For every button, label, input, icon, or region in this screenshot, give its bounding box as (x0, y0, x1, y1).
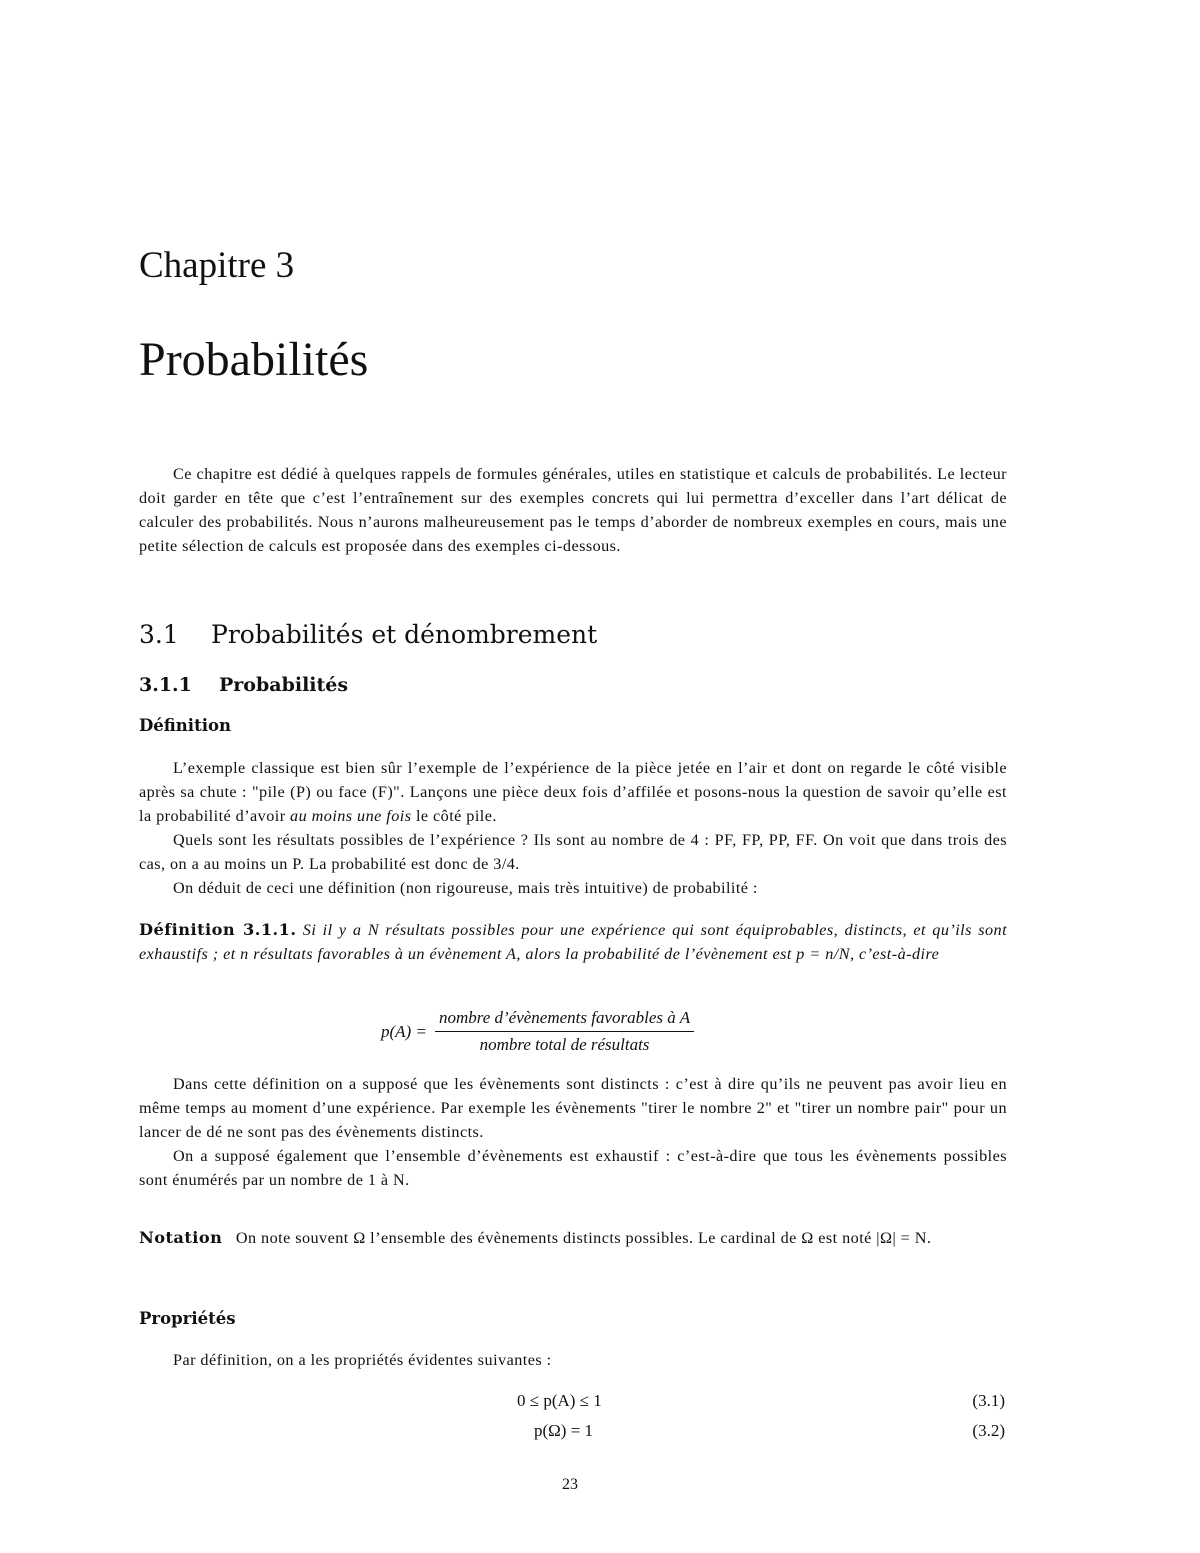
section-heading (139, 620, 597, 649)
paragraph-text: L’exemple classique est bien sûr l’exemple de l’expérience de la pièce jetée en l’air et dont on regarde le côté visible après sa chute : "pile (P) ou face (F)". Lançons une pièce deux fois d’affilée et posons-nous la question de savoir qu’elle est la probabilité d’avoir (139, 759, 1007, 825)
formula-fraction (435, 1008, 694, 1055)
distinct-events-block (139, 1072, 1007, 1192)
page-number: 23 (562, 1476, 578, 1493)
definition-statement (139, 918, 1007, 966)
notation-block (139, 1226, 1007, 1250)
equation-row (139, 1391, 1007, 1417)
definition-box (139, 918, 1007, 966)
paragraph-outcomes: Quels sont les résultats possibles de l’expérience ? Ils sont au nombre de 4 : PF, FP, PP, FF. On voit que dans trois des cas, on a au moins un P. La probabilité est donc de 3/4. (139, 831, 1007, 873)
properties-intro: Par définition, on a les propriétés évidentes suivantes : (173, 1351, 552, 1369)
chapter-title: Probabilités (139, 333, 369, 386)
section-number: 3.1 (139, 620, 179, 649)
paragraph-coin-example (139, 756, 1007, 828)
intro-paragraph-block (139, 462, 1007, 558)
section-title: Probabilités et dénombrement (211, 620, 598, 649)
formula-numerator: nombre d’évènements favorables à A (435, 1008, 694, 1032)
subsection-number: 3.1.1 (139, 674, 192, 696)
definition-heading: Définition (139, 716, 231, 735)
equation-row (139, 1421, 1007, 1447)
notation-text: On note souvent Ω l’ensemble des évènements distincts possibles. Le cardinal de Ω est noté |Ω| = N. (235, 1229, 932, 1247)
probability-formula (381, 1008, 694, 1055)
properties-heading: Propriétés (139, 1309, 236, 1328)
notation-label: Notation (139, 1228, 223, 1247)
equation-number: (3.1) (972, 1391, 1005, 1410)
paragraph-deduce: On déduit de ceci une définition (non rigoureuse, mais très intuitive) de probabilité : (173, 879, 758, 897)
paragraph-exhaustive: On a supposé également que l’ensemble d’évènements est exhaustif : c’est-à-dire que tous les évènements possibles sont énumérés par un nombre de 1 à N. (139, 1147, 1007, 1189)
equation-expression: p(Ω) = 1 (534, 1421, 594, 1440)
formula-denominator: nombre total de résultats (479, 1035, 650, 1054)
paragraph-distinct: Dans cette définition on a supposé que les évènements sont distincts : c’est à dire qu’ils ne peuvent pas avoir lieu en même temps au moment d’une expérience. Par exemple les évènements "tirer le nombre 2" et "tirer un nombre pair" pour un lancer de dé ne sont pas des évènements distincts. (139, 1075, 1007, 1141)
chapter-label: Chapitre 3 (139, 245, 295, 286)
emphasis-text: au moins une fois (290, 807, 412, 825)
definition-text: Si il y a N résultats possibles pour une expérience qui sont équiprobables, distincts, et qu’ils sont exhaustifs ; et n résultats favorables à un évènement A, alors la probabilité de l’évènement est p = n/N, c’est-à-dire (139, 921, 1008, 963)
equation-number: (3.2) (972, 1421, 1005, 1440)
subsection-heading (139, 674, 348, 696)
definition-label: Définition 3.1.1. (139, 920, 297, 939)
intro-paragraph: Ce chapitre est dédié à quelques rappels de formules générales, utiles en statistique et calculs de probabilités. Le lecteur doit garder en tête que c’est l’entraînement sur des exemples concrets qui lui permettra d’exceller dans l’art délicat de calculer des probabilités. Nous n’aurons malheureusement pas le temps d’aborder de nombreux exemples en cours, mais une petite sélection de calculs est proposée dans des exemples ci-dessous. (139, 465, 1007, 555)
notation-paragraph (139, 1226, 1007, 1250)
properties-intro-block (139, 1348, 1007, 1372)
paragraph-text: le côté pile. (411, 807, 497, 825)
definition-intro-block (139, 756, 1007, 900)
subsection-title: Probabilités (219, 674, 349, 696)
equation-expression: 0 ≤ p(A) ≤ 1 (517, 1391, 602, 1410)
formula-lhs: p(A) = (381, 1021, 427, 1041)
